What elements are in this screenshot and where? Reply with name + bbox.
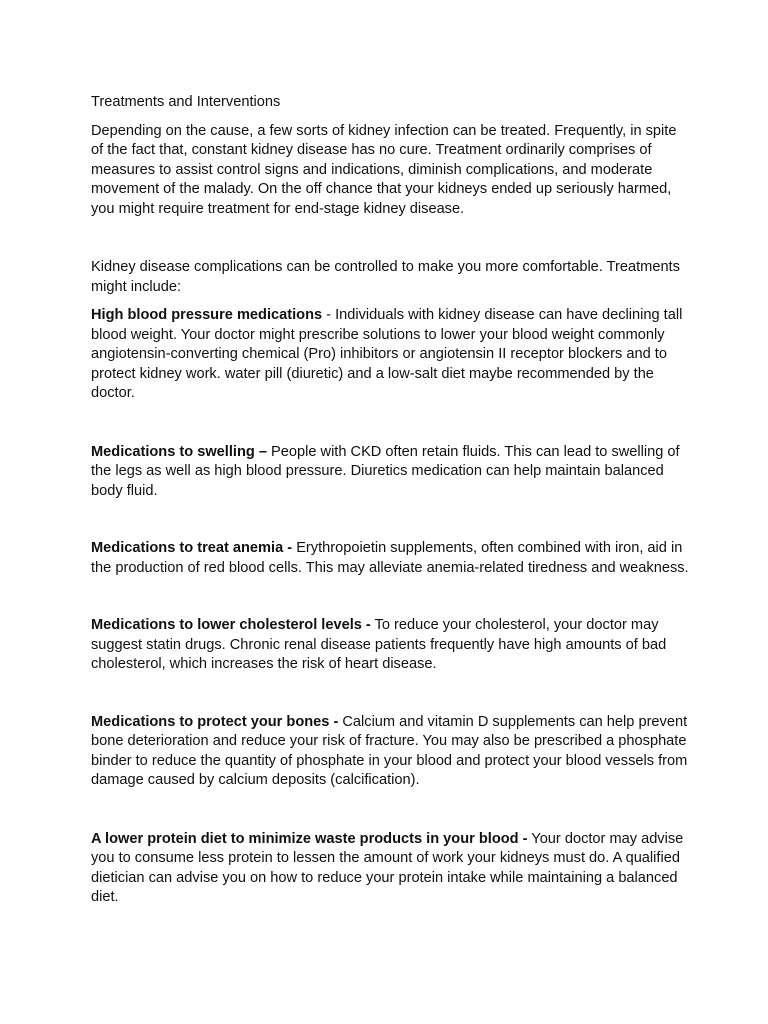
treatment-heading: Medications to protect your bones - (91, 713, 339, 730)
treatment-body: Your doctor may advise you to consume less protein to lessen the amount of work your kidneys must do. A qualified dietician can advise you on how to reduce your protein intake while maintaining a balanced diet. (91, 830, 684, 905)
treatment-separator: - (322, 307, 336, 323)
treatment-item-low-protein-diet (91, 830, 691, 908)
document-title: Treatments and Interventions (91, 94, 281, 110)
treatment-heading: Medications to lower cholesterol levels - (91, 617, 371, 633)
complications-intro-paragraph: Kidney disease complications can be controlled to make you more comfortable. Treatments might include: (91, 259, 680, 295)
intro-paragraph: Depending on the cause, a few sorts of kidney infection can be treated. Frequently, in spite of the fact that, constant kidney disease has no cure. Treatment ordinarily comprises of measures to assist control signs and indications, diminish complications, and moderate movement of the malady. On the off chance that your kidneys ended up seriously harmed, you might require treatment for end-stage kidney disease. (91, 122, 677, 217)
treatment-body: To reduce your cholesterol, your doctor may suggest statin drugs. Chronic renal disease patients frequently have high amounts of bad cholesterol, which increases the risk of heart disease. (91, 617, 667, 672)
treatment-body: Erythropoietin supplements, often combined with iron, aid in the production of red blood cells. This may alleviate anemia-related tiredness and weakness. (91, 540, 689, 576)
treatment-heading: Medications to swelling – (91, 443, 267, 460)
treatment-body: Calcium and vitamin D supplements can help prevent bone deterioration and reduce your risk of fracture. You may also be prescribed a phosphate binder to reduce the quantity of phosphate in your blood and protect your blood vessels from damage caused by calcium deposits (calcification). (91, 713, 688, 788)
treatment-item-anemia (91, 539, 691, 578)
treatment-item-cholesterol (91, 616, 691, 675)
treatment-item-high-blood-pressure (91, 306, 691, 404)
treatment-heading: High blood pressure medications (91, 307, 323, 323)
treatment-heading: A lower protein diet to minimize waste products in your blood - (91, 830, 528, 847)
treatment-item-swelling (91, 443, 691, 502)
treatment-item-bones (91, 713, 691, 791)
treatment-heading: Medications to treat anemia - (91, 540, 293, 556)
treatment-body: Individuals with kidney disease can have declining tall blood weight. Your doctor might prescribe solutions to lower your blood weight commonly angiotensin-converting chemical (Pro) inhibitors or angiotensin II receptor blockers and to protect kidney work. water pill (diuretic) and a low-salt diet maybe recommended by the doctor. (91, 307, 683, 401)
document-page (91, 93, 691, 908)
treatment-body: People with CKD often retain fluids. This can lead to swelling of the legs as well as high blood pressure. Diuretics medication can help maintain balanced body fluid. (91, 443, 680, 499)
